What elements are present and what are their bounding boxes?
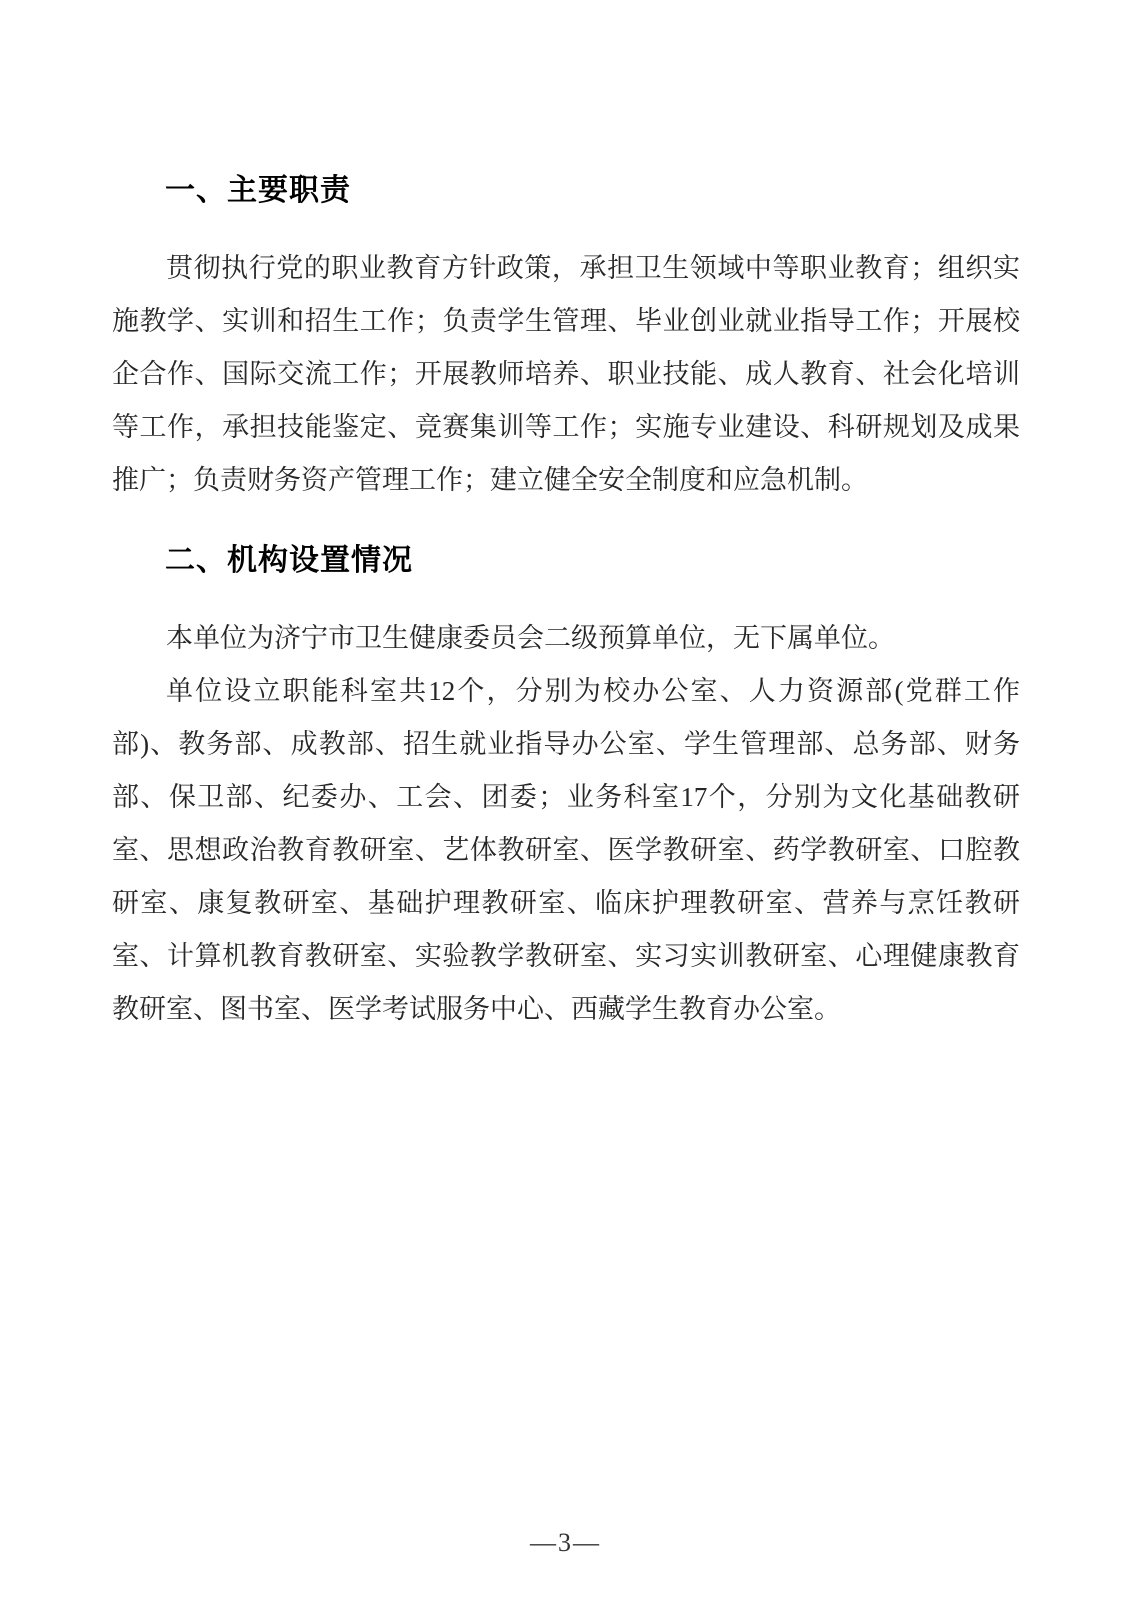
paragraph-budget-unit: 本单位为济宁市卫生健康委员会二级预算单位，无下属单位。 (166, 623, 895, 653)
document-content (112, 175, 1020, 1036)
paragraph-main-duties: 贯彻执行党的职业教育方针政策，承担卫生领域中等职业教育；组织实施教学、实训和招生工作；负责学生管理、毕业创业就业指导工作；开展校企合作、国际交流工作；开展教师培养、职业技能、成人教育、社会化培训等工作，承担技能鉴定、竞赛集训等工作；实施专业建设、科研规划及成果推广；负责财务资产管理工作；建立健全安全制度和应急机制。 (112, 253, 1020, 495)
paragraph-departments-list: 单位设立职能科室共12个，分别为校办公室、人力资源部(党群工作部)、教务部、成教部、招生就业指导办公室、学生管理部、总务部、财务部、保卫部、纪委办、工会、团委；业务科室17个，分别为文化基础教研室、思想政治教育教研室、艺体教研室、医学教研室、药学教研室、口腔教研室、康复教研室、基础护理教研室、临床护理教研室、营养与烹饪教研室、计算机教育教研室、实验教学教研室、实习实训教研室、心理健康教育教研室、图书室、医学考试服务中心、西藏学生教育办公室。 (112, 676, 1020, 1024)
section-heading-main-duties: 一、主要职责 (165, 174, 351, 207)
section-heading-organization-setup: 二、机构设置情况 (165, 544, 413, 577)
page-number: —3— (530, 1528, 601, 1557)
